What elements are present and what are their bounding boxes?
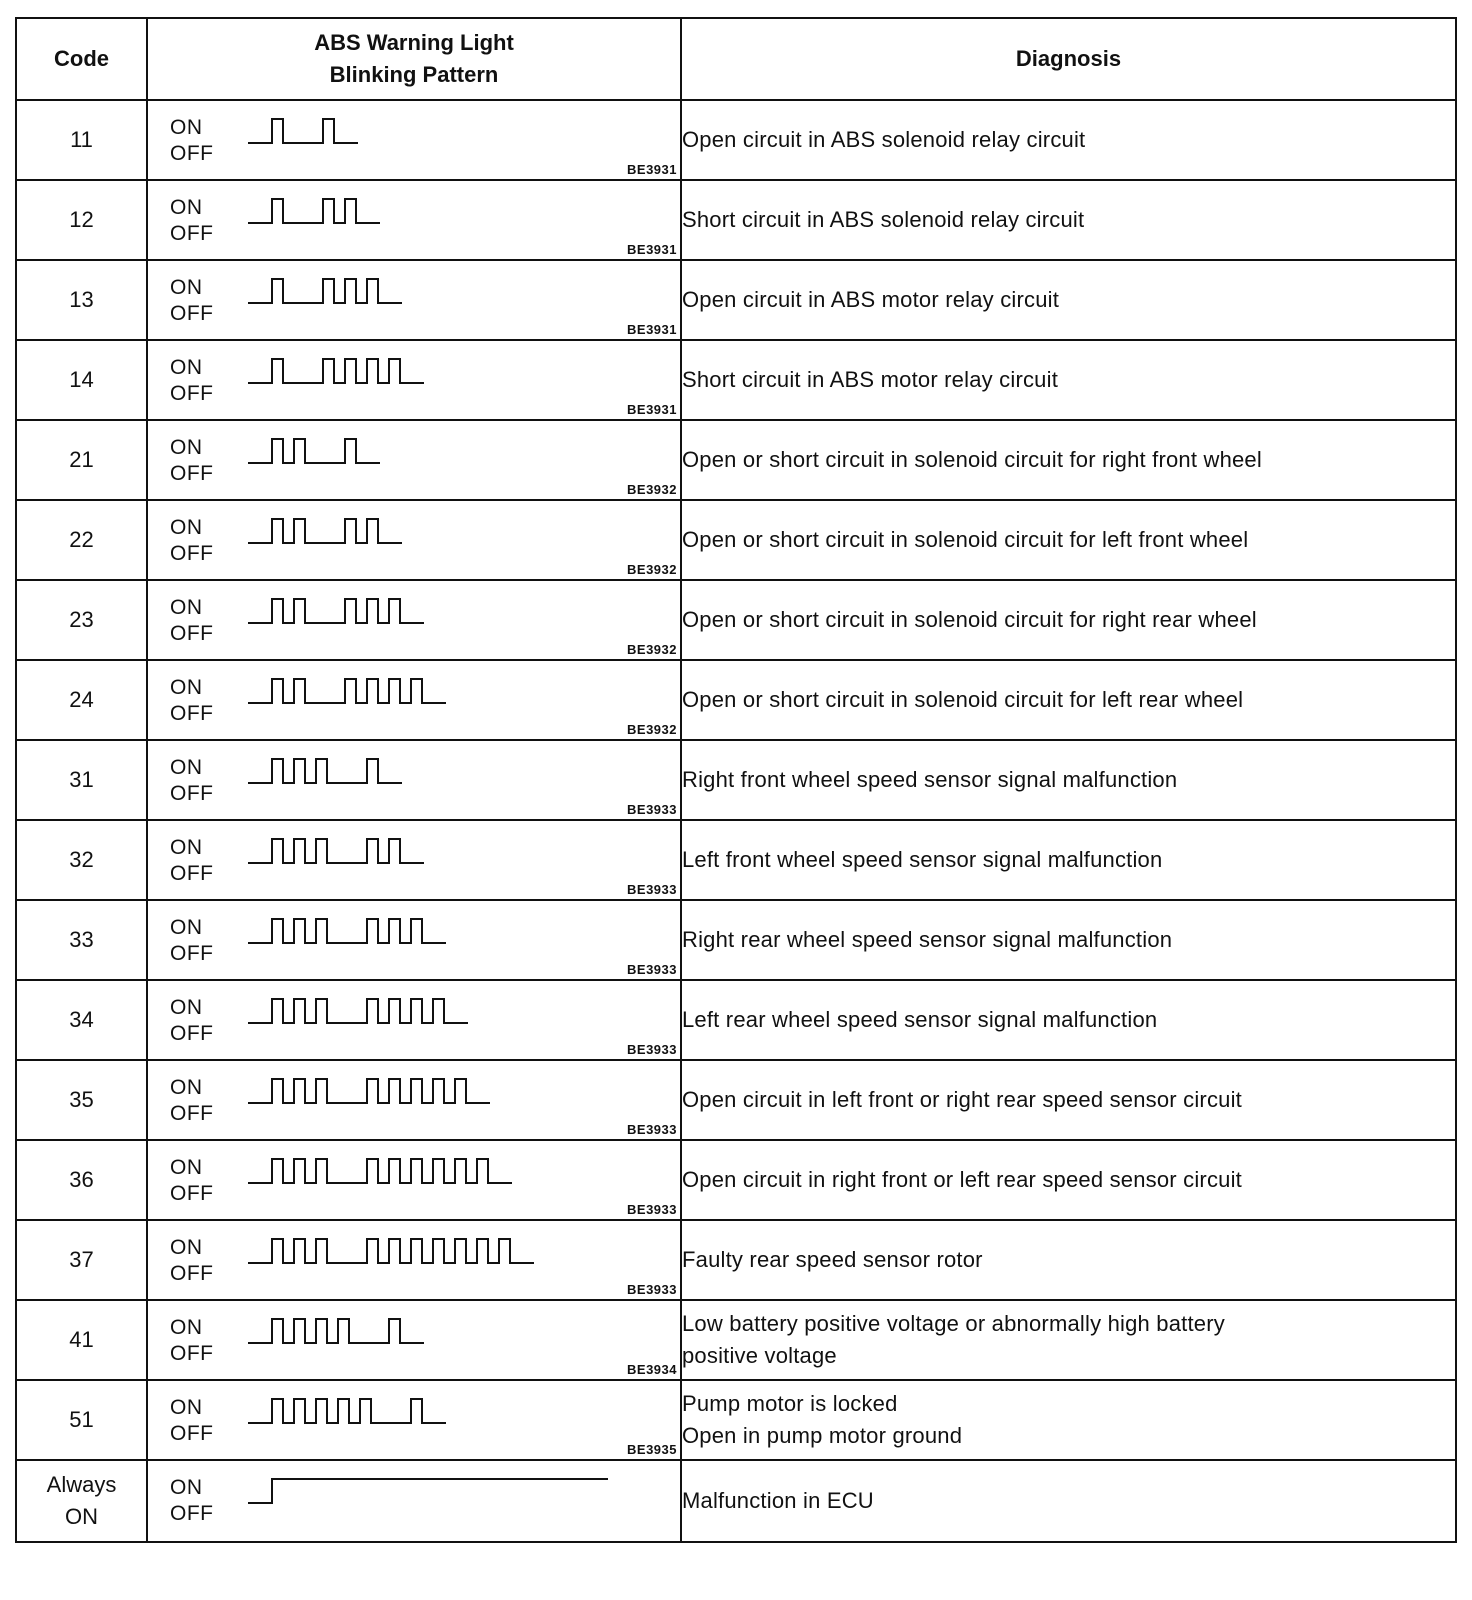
table-row xyxy=(16,340,1456,420)
on-off-labels xyxy=(170,995,214,1047)
table-row xyxy=(16,820,1456,900)
diagnosis-cell xyxy=(681,1380,1456,1460)
table-row xyxy=(16,1380,1456,1460)
figure-reference: BE3933 xyxy=(627,882,677,897)
diagnosis-line: Left rear wheel speed sensor signal malfunction xyxy=(682,1007,1158,1032)
on-label: ON xyxy=(170,436,203,459)
code-cell: 14 xyxy=(16,340,147,420)
diagnosis-line: Open or short circuit in solenoid circuit for left front wheel xyxy=(682,527,1249,552)
blink-pattern-wave xyxy=(248,1313,668,1353)
on-label: ON xyxy=(170,1316,203,1339)
on-off-labels xyxy=(170,515,214,567)
code-cell: 21 xyxy=(16,420,147,500)
blink-pattern-cell xyxy=(147,100,681,180)
table-row xyxy=(16,1300,1456,1380)
table-row xyxy=(16,980,1456,1060)
diagnosis-line: Faulty rear speed sensor rotor xyxy=(682,1247,983,1272)
blink-pattern-cell xyxy=(147,340,681,420)
diagnosis-line: Open circuit in right front or left rear speed sensor circuit xyxy=(682,1167,1242,1192)
table-row xyxy=(16,580,1456,660)
on-off-labels xyxy=(170,115,214,167)
figure-reference: BE3933 xyxy=(627,962,677,977)
diagnosis-cell xyxy=(681,1300,1456,1380)
blink-pattern-wave xyxy=(248,513,668,553)
diagnosis-line: Open circuit in ABS solenoid relay circuit xyxy=(682,127,1086,152)
on-off-labels xyxy=(170,755,214,807)
off-label: OFF xyxy=(170,1262,214,1285)
on-label: ON xyxy=(170,996,203,1019)
blink-pattern-wave xyxy=(248,753,668,793)
on-label: ON xyxy=(170,196,203,219)
on-off-labels xyxy=(170,275,214,327)
code-cell: 12 xyxy=(16,180,147,260)
diagnosis-line: Left front wheel speed sensor signal malfunction xyxy=(682,847,1163,872)
off-label: OFF xyxy=(170,782,214,805)
blink-pattern-wave xyxy=(248,593,668,633)
off-label: OFF xyxy=(170,1022,214,1045)
table-row xyxy=(16,740,1456,820)
diagnosis-cell xyxy=(681,1060,1456,1140)
waveform-line xyxy=(248,1079,490,1103)
blink-pattern-cell xyxy=(147,420,681,500)
diagnosis-line: Short circuit in ABS motor relay circuit xyxy=(682,367,1059,392)
header-pattern-line2: Blinking Pattern xyxy=(329,62,499,87)
diagnosis-cell xyxy=(681,1460,1456,1542)
code-cell: 11 xyxy=(16,100,147,180)
header-pattern-line1: ABS Warning Light xyxy=(314,30,514,55)
on-off-labels xyxy=(170,675,214,727)
off-label: OFF xyxy=(170,142,214,165)
table-row xyxy=(16,1140,1456,1220)
diagnosis-line: Pump motor is locked xyxy=(682,1391,898,1416)
waveform-line xyxy=(248,1479,608,1503)
off-label: OFF xyxy=(170,1102,214,1125)
on-off-labels xyxy=(170,1235,214,1287)
code-line: ON xyxy=(65,1504,98,1529)
code-line: Always xyxy=(46,1472,117,1497)
on-off-labels xyxy=(170,1075,214,1127)
figure-reference: BE3933 xyxy=(627,802,677,817)
off-label: OFF xyxy=(170,1502,214,1525)
waveform-line xyxy=(248,839,424,863)
off-label: OFF xyxy=(170,1182,214,1205)
diagnosis-line: Malfunction in ECU xyxy=(682,1488,874,1513)
header-pattern xyxy=(147,18,681,100)
waveform-line xyxy=(248,119,358,143)
blink-pattern-wave xyxy=(248,1393,668,1433)
off-label: OFF xyxy=(170,462,214,485)
table-row xyxy=(16,180,1456,260)
code-cell: 13 xyxy=(16,260,147,340)
figure-reference: BE3931 xyxy=(627,242,677,257)
on-label: ON xyxy=(170,916,203,939)
figure-reference: BE3932 xyxy=(627,482,677,497)
figure-reference: BE3932 xyxy=(627,562,677,577)
off-label: OFF xyxy=(170,862,214,885)
diagnosis-cell xyxy=(681,980,1456,1060)
blink-pattern-cell xyxy=(147,1140,681,1220)
on-label: ON xyxy=(170,516,203,539)
diagnosis-cell xyxy=(681,1140,1456,1220)
header-diagnosis: Diagnosis xyxy=(681,18,1456,100)
diagnosis-cell xyxy=(681,260,1456,340)
blink-pattern-cell xyxy=(147,980,681,1060)
waveform-line xyxy=(248,439,380,463)
waveform-line xyxy=(248,1239,534,1263)
on-label: ON xyxy=(170,596,203,619)
diagnosis-cell xyxy=(681,1220,1456,1300)
figure-reference: BE3933 xyxy=(627,1042,677,1057)
off-label: OFF xyxy=(170,942,214,965)
blink-pattern-wave xyxy=(248,1473,668,1513)
table-row xyxy=(16,1060,1456,1140)
off-label: OFF xyxy=(170,1342,214,1365)
diagnosis-cell xyxy=(681,900,1456,980)
diagnosis-cell xyxy=(681,500,1456,580)
code-cell: 22 xyxy=(16,500,147,580)
blink-pattern-wave xyxy=(248,913,668,953)
figure-reference: BE3933 xyxy=(627,1122,677,1137)
diagnosis-line: Open or short circuit in solenoid circuit for left rear wheel xyxy=(682,687,1244,712)
on-off-labels xyxy=(170,1155,214,1207)
figure-reference: BE3933 xyxy=(627,1202,677,1217)
on-label: ON xyxy=(170,1396,203,1419)
waveform-line xyxy=(248,199,380,223)
waveform-line xyxy=(248,919,446,943)
figure-reference: BE3933 xyxy=(627,1282,677,1297)
table-row xyxy=(16,100,1456,180)
blink-pattern-cell xyxy=(147,180,681,260)
blink-pattern-cell xyxy=(147,820,681,900)
code-cell xyxy=(16,1460,147,1542)
code-cell: 51 xyxy=(16,1380,147,1460)
on-label: ON xyxy=(170,356,203,379)
waveform-line xyxy=(248,1159,512,1183)
code-cell: 37 xyxy=(16,1220,147,1300)
code-cell: 35 xyxy=(16,1060,147,1140)
figure-reference: BE3931 xyxy=(627,402,677,417)
diagnosis-cell xyxy=(681,420,1456,500)
blink-pattern-cell xyxy=(147,660,681,740)
header-code: Code xyxy=(16,18,147,100)
code-cell: 41 xyxy=(16,1300,147,1380)
code-cell: 31 xyxy=(16,740,147,820)
code-cell: 24 xyxy=(16,660,147,740)
blink-pattern-cell xyxy=(147,1300,681,1380)
waveform-line xyxy=(248,999,468,1023)
blink-pattern-wave xyxy=(248,433,668,473)
diagnosis-cell xyxy=(681,740,1456,820)
blink-pattern-cell xyxy=(147,740,681,820)
table-row xyxy=(16,660,1456,740)
on-off-labels xyxy=(170,1475,214,1527)
blink-pattern-cell xyxy=(147,260,681,340)
table-row xyxy=(16,1220,1456,1300)
on-label: ON xyxy=(170,1476,203,1499)
table-row xyxy=(16,500,1456,580)
diagnosis-line: Low battery positive voltage or abnormally high battery xyxy=(682,1311,1225,1336)
diagnosis-cell xyxy=(681,580,1456,660)
on-off-labels xyxy=(170,1315,214,1367)
waveform-line xyxy=(248,359,424,383)
blink-pattern-wave xyxy=(248,1233,668,1273)
diagnosis-line: Open circuit in left front or right rear speed sensor circuit xyxy=(682,1087,1242,1112)
diagnosis-line: Right front wheel speed sensor signal malfunction xyxy=(682,767,1178,792)
off-label: OFF xyxy=(170,302,214,325)
on-off-labels xyxy=(170,435,214,487)
diagnosis-line: Right rear wheel speed sensor signal malfunction xyxy=(682,927,1173,952)
blink-pattern-wave xyxy=(248,1073,668,1113)
off-label: OFF xyxy=(170,542,214,565)
diagnosis-cell xyxy=(681,820,1456,900)
on-off-labels xyxy=(170,835,214,887)
off-label: OFF xyxy=(170,1422,214,1445)
blink-pattern-wave xyxy=(248,673,668,713)
on-label: ON xyxy=(170,1156,203,1179)
blink-pattern-wave xyxy=(248,353,668,393)
blink-pattern-wave xyxy=(248,273,668,313)
figure-reference: BE3935 xyxy=(627,1442,677,1457)
off-label: OFF xyxy=(170,702,214,725)
blink-pattern-cell xyxy=(147,1060,681,1140)
figure-reference: BE3931 xyxy=(627,162,677,177)
table-header-row xyxy=(16,18,1456,100)
figure-reference: BE3934 xyxy=(627,1362,677,1377)
on-label: ON xyxy=(170,1076,203,1099)
on-off-labels xyxy=(170,195,214,247)
waveform-line xyxy=(248,599,424,623)
blink-pattern-wave xyxy=(248,1153,668,1193)
table-row xyxy=(16,1460,1456,1542)
diagnosis-cell xyxy=(681,660,1456,740)
on-label: ON xyxy=(170,1236,203,1259)
waveform-line xyxy=(248,679,446,703)
diagnosis-line: Short circuit in ABS solenoid relay circuit xyxy=(682,207,1085,232)
on-label: ON xyxy=(170,676,203,699)
on-label: ON xyxy=(170,836,203,859)
diagnosis-line: Open or short circuit in solenoid circuit for right rear wheel xyxy=(682,607,1257,632)
figure-reference: BE3932 xyxy=(627,642,677,657)
on-off-labels xyxy=(170,355,214,407)
on-label: ON xyxy=(170,116,203,139)
on-off-labels xyxy=(170,1395,214,1447)
diagnosis-line: Open or short circuit in solenoid circuit for right front wheel xyxy=(682,447,1262,472)
diagnosis-line: Open in pump motor ground xyxy=(682,1423,963,1448)
code-cell: 33 xyxy=(16,900,147,980)
table-row xyxy=(16,260,1456,340)
waveform-line xyxy=(248,759,402,783)
blink-pattern-cell xyxy=(147,580,681,660)
on-label: ON xyxy=(170,276,203,299)
code-cell: 32 xyxy=(16,820,147,900)
diagnosis-cell xyxy=(681,100,1456,180)
blink-pattern-cell xyxy=(147,900,681,980)
waveform-line xyxy=(248,1399,446,1423)
waveform-line xyxy=(248,519,402,543)
figure-reference: BE3932 xyxy=(627,722,677,737)
blink-pattern-cell xyxy=(147,1220,681,1300)
figure-reference: BE3931 xyxy=(627,322,677,337)
diagnosis-line: Open circuit in ABS motor relay circuit xyxy=(682,287,1060,312)
off-label: OFF xyxy=(170,622,214,645)
blink-pattern-wave xyxy=(248,113,668,153)
off-label: OFF xyxy=(170,382,214,405)
blink-pattern-wave xyxy=(248,993,668,1033)
diagnosis-cell xyxy=(681,340,1456,420)
table-row xyxy=(16,900,1456,980)
on-label: ON xyxy=(170,756,203,779)
blink-pattern-cell xyxy=(147,1380,681,1460)
code-cell: 36 xyxy=(16,1140,147,1220)
blink-pattern-wave xyxy=(248,193,668,233)
blink-pattern-cell xyxy=(147,1460,681,1542)
waveform-line xyxy=(248,279,402,303)
blink-pattern-wave xyxy=(248,833,668,873)
diagnostic-code-table xyxy=(15,17,1457,1543)
waveform-line xyxy=(248,1319,424,1343)
diagnosis-line: positive voltage xyxy=(682,1343,837,1368)
code-cell: 23 xyxy=(16,580,147,660)
blink-pattern-cell xyxy=(147,500,681,580)
table-row xyxy=(16,420,1456,500)
code-cell: 34 xyxy=(16,980,147,1060)
on-off-labels xyxy=(170,915,214,967)
off-label: OFF xyxy=(170,222,214,245)
diagnosis-cell xyxy=(681,180,1456,260)
on-off-labels xyxy=(170,595,214,647)
